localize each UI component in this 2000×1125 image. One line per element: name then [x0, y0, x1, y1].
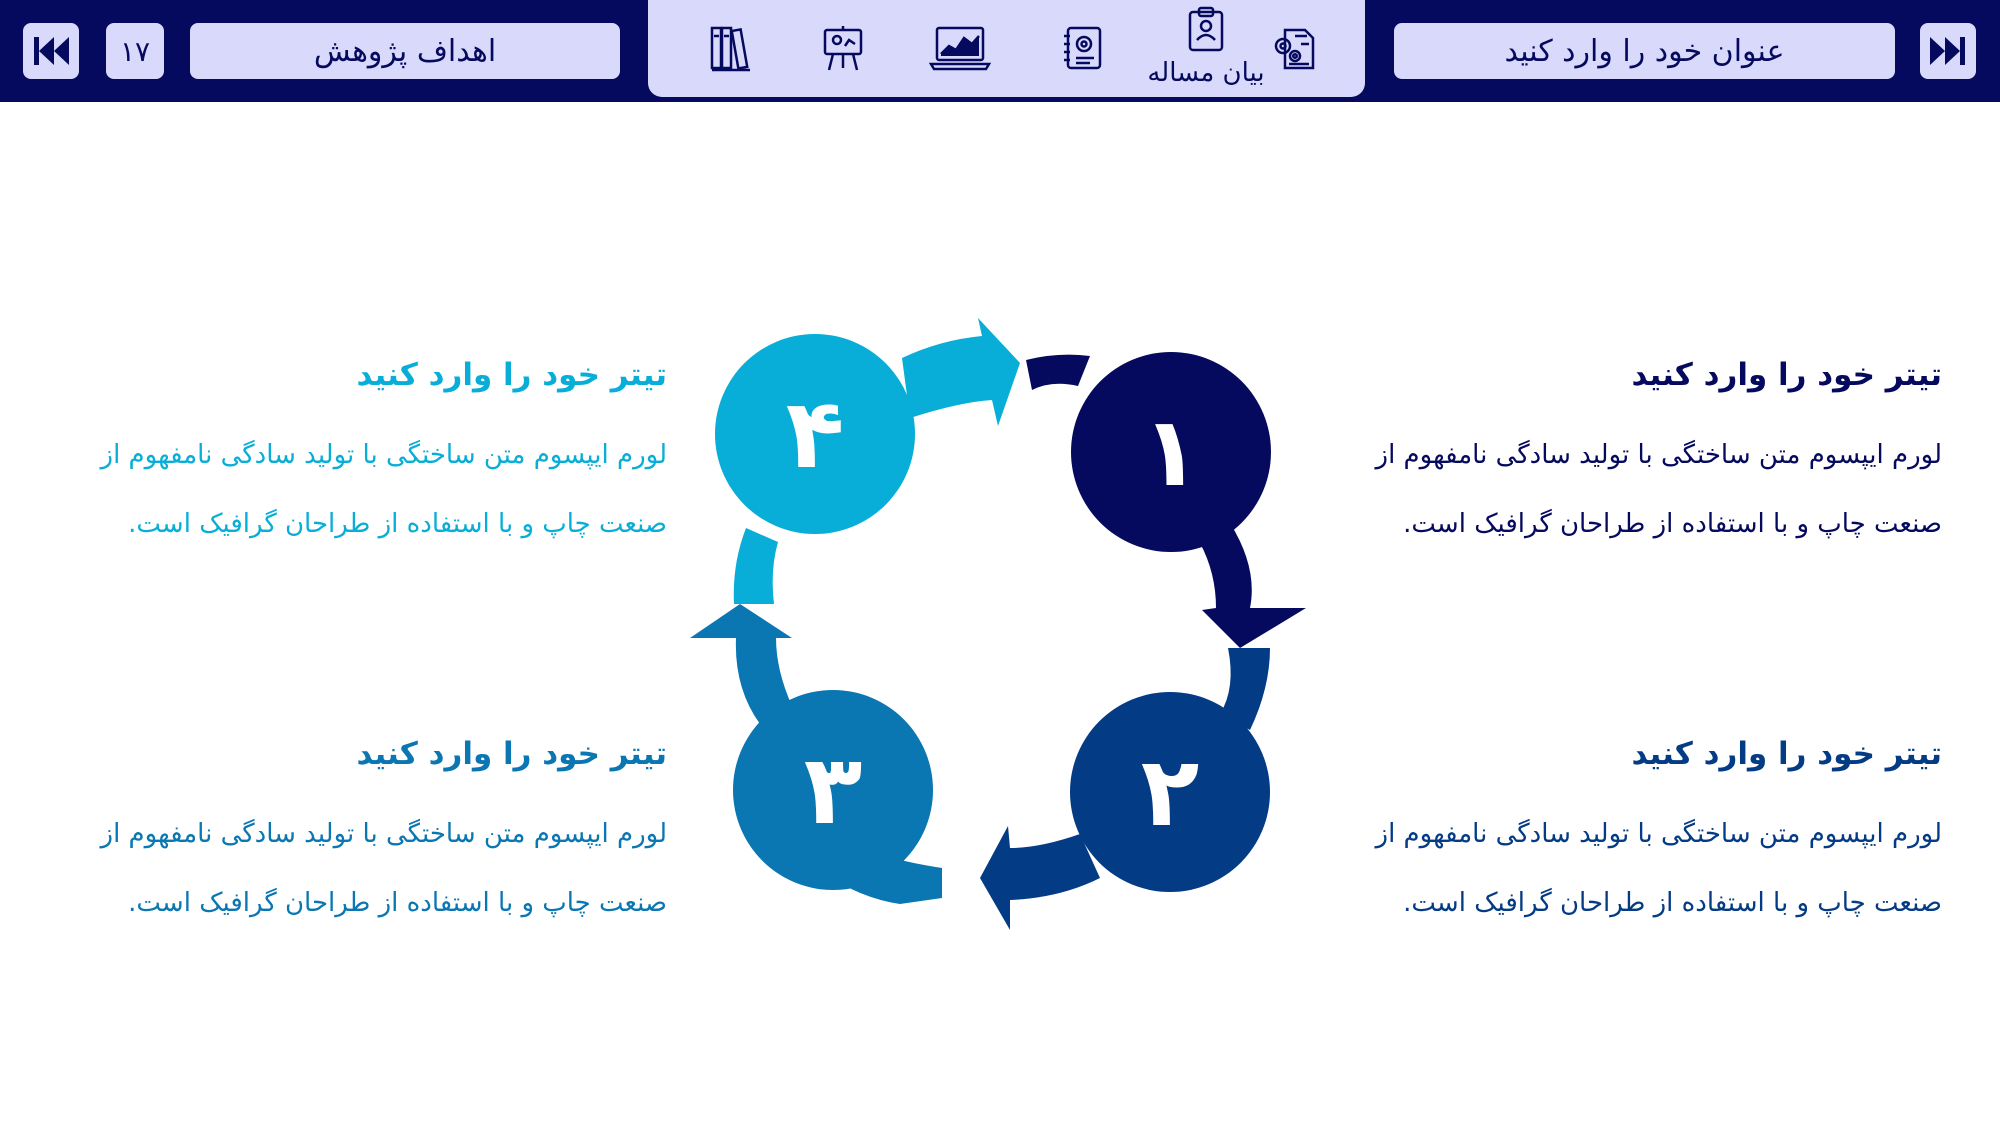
stub-1	[1026, 355, 1090, 390]
step-title: تیتر خود را وارد کنید	[1631, 736, 1942, 772]
arrow-1-to-2	[1200, 523, 1306, 648]
next-slide-button[interactable]	[1920, 23, 1976, 79]
section-icon-bar	[648, 0, 1365, 97]
step-title: تیتر خود را وارد کنید	[356, 736, 667, 772]
step-number-2: ۲	[1070, 692, 1270, 892]
stub-4	[734, 528, 778, 604]
top-bar	[0, 0, 2000, 102]
books-icon	[708, 24, 754, 72]
step-number-4: ۴	[715, 334, 915, 534]
step-block-4	[27, 354, 667, 559]
presentation-board-icon	[821, 24, 865, 72]
step-number-1: ۱	[1071, 352, 1271, 552]
step-block-3	[27, 733, 667, 938]
clipboard-user-icon	[1184, 6, 1228, 54]
laptop-chart-icon	[929, 24, 991, 72]
step-number-3: ۳	[733, 690, 933, 890]
nav-item-label: بیان مساله	[1147, 58, 1265, 88]
step-description: لورم ایپسوم متن ساختگی با تولید سادگی نامفهوم از صنعت چاپ و با استفاده از طراحان گرافیک است.	[1375, 440, 1942, 539]
nav-item-results[interactable]	[920, 8, 1000, 88]
gears-document-icon	[1269, 24, 1317, 72]
page-number: ۱۷	[106, 23, 164, 79]
notebook-gear-icon	[1060, 24, 1106, 72]
step-title: تیتر خود را وارد کنید	[356, 357, 667, 393]
step-description: لورم ایپسوم متن ساختگی با تولید سادگی نامفهوم از صنعت چاپ و با استفاده از طراحان گرافیک است.	[1375, 819, 1942, 918]
nav-item-presentation[interactable]	[808, 8, 878, 88]
nav-item-research-notes[interactable]	[1048, 8, 1118, 88]
step-description: لورم ایپسوم متن ساختگی با تولید سادگی نامفهوم از صنعت چاپ و با استفاده از طراحان گرافیک است.	[100, 440, 667, 539]
arrow-4-to-1	[902, 318, 1020, 426]
arrow-2-to-3	[980, 826, 1100, 930]
nav-item-references[interactable]	[696, 8, 766, 88]
nav-item-problem-statement[interactable]	[1136, 8, 1276, 88]
skip-forward-icon	[1928, 35, 1968, 67]
cycle-diagram	[680, 318, 1320, 938]
section-title: اهداف پژوهش	[190, 23, 620, 79]
step-block-1	[1302, 354, 1942, 559]
previous-slide-button[interactable]	[23, 23, 79, 79]
presentation-title: عنوان خود را وارد کنید	[1394, 23, 1895, 79]
step-block-2	[1302, 733, 1942, 938]
step-description: لورم ایپسوم متن ساختگی با تولید سادگی نامفهوم از صنعت چاپ و با استفاده از طراحان گرافیک است.	[100, 819, 667, 918]
step-title: تیتر خود را وارد کنید	[1631, 357, 1942, 393]
skip-back-icon	[31, 35, 71, 67]
